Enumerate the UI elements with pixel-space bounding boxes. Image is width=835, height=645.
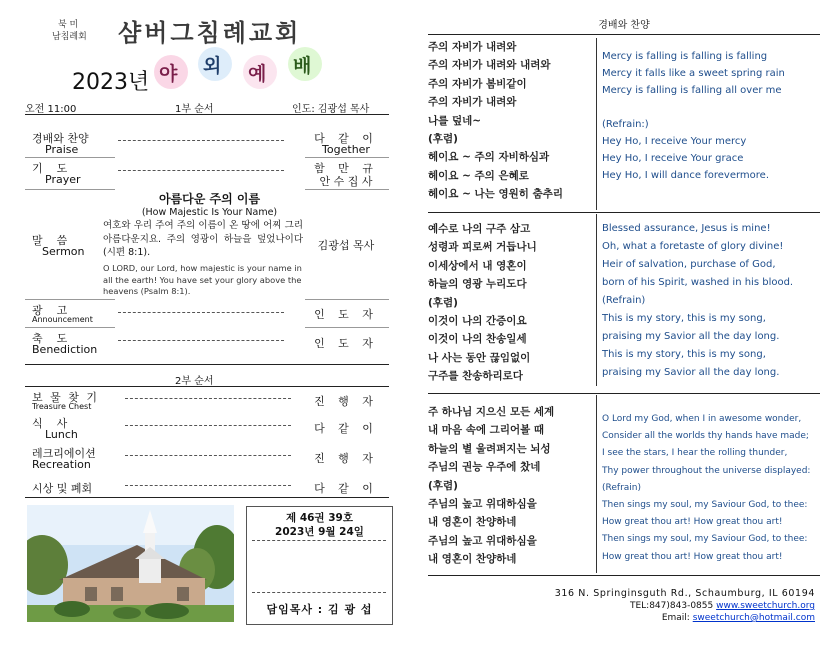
song-3-ko [428, 403, 596, 569]
denomination-bottom: 남침례회 [52, 32, 87, 42]
song-3-ko-line: 내 영혼이 찬양하네 [428, 516, 517, 529]
song-1-ko-line: 주의 자비가 내려와 [428, 96, 517, 109]
song-3-en-line: I see the stars, I hear the rolling thunder, [602, 448, 788, 459]
part1-title: 1부 순서 [175, 104, 214, 115]
songs-title: 경배와 찬양 [598, 20, 650, 31]
praise-ko: 경배와 찬양 [32, 132, 89, 145]
song-3-en [602, 411, 820, 566]
year: 2023년 [72, 70, 150, 95]
senior-pastor: 담임목사 : 김 광 섭 [266, 603, 373, 616]
song-2-sep [596, 214, 597, 386]
praise-r2: Together [322, 143, 370, 156]
song-3-ko-line: 내 영혼이 찬양하네 [428, 553, 517, 566]
sermon-sep-r [305, 299, 389, 300]
lunch-line [125, 425, 291, 426]
contact-line-1 [480, 601, 815, 611]
divider-top [25, 114, 389, 115]
song-3-en-line: How great thou art! How great thou art! [602, 551, 783, 562]
song-3-ko-line: 주님의 권능 우주에 찼네 [428, 461, 541, 474]
song-3-ko-line: 주님의 높고 위대하심을 [428, 534, 537, 547]
praise-en: Praise [45, 143, 79, 156]
song-2-en-line: praising my Savior all the day long. [602, 367, 780, 378]
bene-ko: 축 도 [32, 332, 68, 345]
prayer-sep-l [25, 189, 115, 190]
recreation-r: 진 행 자 [314, 452, 378, 465]
song-2-ko-line: 이세상에서 내 영혼이 [428, 259, 527, 272]
song-3-en-line: Consider all the worlds thy hands have made; [602, 431, 809, 442]
sermon-title-ko: 아름다운 주의 이름 [158, 192, 261, 206]
song-1-en [602, 48, 820, 184]
treasure-ko: 보 물 찾 기 [32, 391, 99, 404]
treasure-en: Treasure Chest [32, 402, 92, 411]
song-3-en-line: O Lord my God, when I in awesome wonder, [602, 414, 802, 424]
song-2 [428, 220, 820, 390]
bene-line [118, 340, 284, 341]
circle-char-1: 야 [159, 63, 178, 85]
song-3-en-line: How great thou art! How great thou art! [602, 517, 783, 528]
divider-bottom [25, 497, 389, 498]
bulletin-dash-1 [252, 540, 386, 541]
issue-number: 제 46권 39호 [286, 512, 353, 524]
closing-ko: 시상 및 폐회 [32, 482, 93, 495]
song-1-en-line [602, 99, 820, 116]
announce-sep-r [305, 327, 389, 328]
prayer-ko: 기 도 [32, 162, 68, 175]
lunch-en: Lunch [45, 428, 78, 441]
announce-sep-l [25, 327, 115, 328]
lunch-ko: 식 사 [32, 417, 68, 430]
recreation-en: Recreation [32, 458, 91, 471]
song-3-ko-line: 주 하나님 지으신 모든 세계 [428, 406, 555, 418]
prayer-line [118, 170, 284, 171]
song-3-sep [596, 395, 597, 573]
song-2-en-line: This is my story, this is my song, [602, 349, 766, 360]
website-link[interactable]: www.sweetchurch.org [716, 601, 815, 611]
song-2-ko-line: 구주를 찬송하리로다 [428, 370, 523, 383]
song-3-en-line: Thy power throughout the universe displayed: [602, 465, 811, 476]
sermon-verse-en: O LORD, our Lord, how majestic is your name in all the earth! You have set your glory above the heavens (Psalm 8:1). [103, 263, 302, 296]
song-1-en-line: Hey Ho, I will dance forevermore. [602, 170, 769, 181]
song-1-ko-line: 나를 덮네~ [428, 114, 482, 127]
song-1-ko-line: 헤이요 ~ 나는 영원히 춤추리 [428, 188, 563, 201]
song-2-en-line: (Refrain) [602, 295, 646, 306]
song-1-sep [596, 38, 597, 210]
song-1-en-line: (Refrain:) [602, 119, 649, 130]
song-1-ko-line: 주의 자비가 내려와 내려와 [428, 59, 551, 72]
praise-sep-r [305, 157, 389, 158]
church-address: 316 N. Springinsguth Rd., Schaumburg, IL 60194 [554, 588, 815, 599]
song-3-ko-line: 하늘의 별 울려퍼지는 뇌성 [428, 442, 551, 455]
tel: TEL:847)843-0855 [629, 601, 714, 611]
song-3-en-line: Then sings my soul, my Saviour God, to thee: [602, 534, 808, 545]
song-2-ko-line: 이것이 나의 간증이요 [428, 315, 527, 328]
preacher: 김광섭 목사 [317, 239, 375, 252]
praise-line [118, 140, 284, 141]
song-2-en-line: Oh, what a foretaste of glory divine! [602, 241, 784, 252]
song-3-en-line: Then sings my soul, my Saviour God, to thee: [602, 500, 808, 511]
circle-char-2: 외 [203, 55, 222, 77]
song-1-en-line: Mercy it falls like a sweet spring rain [602, 68, 785, 79]
issue-date: 2023년 9월 24일 [275, 526, 364, 538]
bene-en: Benediction [32, 343, 98, 356]
sermon-en: Sermon [42, 245, 85, 258]
song-divider-2 [428, 393, 820, 394]
song-2-ko-line: 예수로 나의 구주 삼고 [428, 223, 531, 235]
song-2-en [602, 220, 820, 382]
song-2-en-line: Blessed assurance, Jesus is mine! [602, 223, 771, 234]
recreation-line [125, 455, 291, 456]
song-1-ko-line: 헤이요 ~ 주의 자비하심과 [428, 151, 550, 164]
song-3-en-line: (Refrain) [602, 482, 641, 493]
announce-en: Announcement [32, 315, 93, 324]
song-2-en-line: This is my story, this is my song, [602, 313, 766, 324]
song-1-en-line: Mercy is falling is falling is falling [602, 51, 768, 62]
song-2-ko-line: 성령과 피로써 거듭나니 [428, 241, 537, 254]
song-3 [428, 403, 820, 573]
bulletin-dash-2 [252, 592, 386, 593]
sermon-sep-l [25, 299, 115, 300]
church-name: 샴버그침례교회 [118, 19, 302, 47]
song-1-en-line: Hey Ho, I receive Your grace [602, 153, 744, 164]
song-1-ko-line: (후렴) [428, 133, 458, 146]
song-1-ko-line: 주의 자비가 봄비같이 [428, 77, 527, 90]
song-1-ko [428, 38, 596, 204]
praise-sep-l [25, 157, 115, 158]
prayer-sep-r [305, 189, 389, 190]
closing-r: 다 같 이 [314, 482, 378, 495]
song-1-en-line: Hey Ho, I receive Your mercy [602, 136, 747, 147]
email-label: Email: [661, 613, 690, 623]
contact-line-2 [480, 613, 815, 623]
song-2-ko-line: 하늘의 영광 누리도다 [428, 278, 527, 291]
prayer-en: Prayer [45, 173, 81, 186]
bene-r: 인 도 자 [314, 337, 378, 350]
praise-r1: 다 같 이 [314, 132, 378, 145]
denomination-top: 북 미 [58, 20, 79, 30]
announce-ko: 광 고 [32, 304, 68, 317]
song-1-ko-line: 주의 자비가 내려와 [428, 41, 517, 53]
prayer-r2: 안 수 집 사 [319, 175, 373, 188]
sermon-ko: 말 씀 [32, 234, 68, 247]
part2-title: 2부 순서 [175, 376, 214, 387]
circle-char-4: 배 [293, 55, 312, 77]
church-photo [27, 505, 234, 622]
prayer-r1: 함 만 규 [314, 162, 378, 175]
song-3-ko-line: 주님의 높고 위대하심을 [428, 498, 537, 511]
circle-char-3: 예 [248, 63, 267, 85]
song-3-ko-line: (후렴) [428, 479, 458, 492]
treasure-line [125, 398, 291, 399]
song-divider-1 [428, 212, 820, 213]
service-leader: 인도: 김광섭 목사 [292, 104, 370, 115]
divider-part2 [25, 386, 389, 387]
closing-line [125, 485, 291, 486]
songs-bottom-line [428, 575, 820, 576]
treasure-r: 진 행 자 [314, 395, 378, 408]
song-1-ko-line: 헤이요 ~ 주의 은혜로 [428, 169, 529, 182]
announce-line [118, 312, 284, 313]
song-2-en-line: praising my Savior all the day long. [602, 331, 780, 342]
recreation-ko: 레크리에이션 [32, 447, 96, 460]
service-time: 오전 11:00 [25, 104, 77, 115]
song-2-ko-line: (후렴) [428, 296, 458, 309]
lunch-r: 다 같 이 [314, 422, 378, 435]
email-link[interactable]: sweetchurch@hotmail.com [692, 613, 815, 623]
song-2-ko-line: 나 사는 동안 끊임없이 [428, 351, 531, 364]
song-1-en-line: Mercy is falling is falling all over me [602, 85, 782, 96]
sermon-verse-ko: 여호와 우리 주여 주의 이름이 온 땅에 어찌 그리 아름다운지요. 주의 영광이 하늘을 덮었나이다 (시편 8:1). [103, 220, 303, 258]
song-1 [428, 38, 820, 210]
sermon-title-en: (How Majestic Is Your Name) [141, 207, 278, 218]
announce-r: 인 도 자 [314, 308, 378, 321]
song-2-ko [428, 220, 596, 386]
divider-mid [25, 364, 389, 365]
songs-top-line [428, 34, 820, 35]
song-2-en-line: born of his Spirit, washed in his blood. [602, 277, 794, 288]
song-2-en-line: Heir of salvation, purchase of God, [602, 259, 776, 270]
song-3-ko-line: 내 마음 속에 그리어볼 때 [428, 424, 545, 437]
song-2-ko-line: 이것이 나의 찬송일세 [428, 333, 527, 346]
